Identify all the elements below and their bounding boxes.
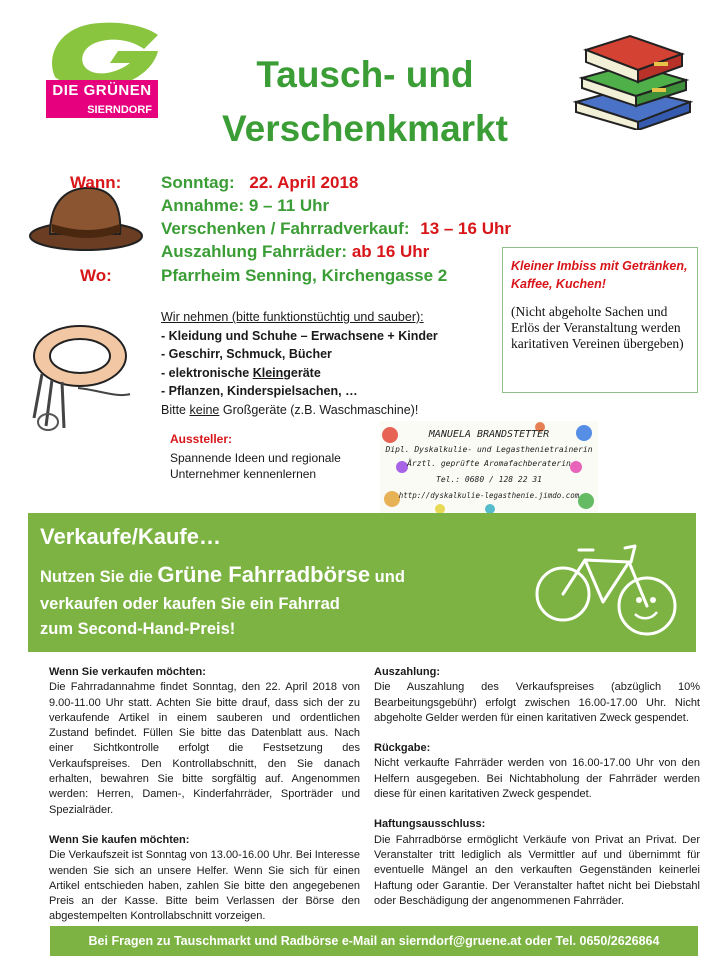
when-label: Wann: [70,173,122,192]
snack-note: (Nicht abgeholte Sachen und Erlös der Veranstaltung werden karitativen Vereinen übergeben) [511,304,684,351]
right-column [374,665,700,924]
accept-note: Bitte keine Großgeräte (z.B. Waschmaschine)! [161,402,419,417]
section-text-return: Nicht verkaufte Fahrräder werden von 16.00-17.00 Uhr von den Helfern ausgegeben. Bei Nichtabholung der Fahrräder werden diese für einen karitativen Zweck gespendet. [374,757,700,801]
accept-heading: Wir nehmen (bitte funktionstüchtig und sauber): [161,310,424,324]
business-card [380,421,598,513]
location: Pfarrheim Senning, Kirchengasse 2 [161,266,448,285]
auszahlung-label: Auszahlung Fahrräder: [161,242,348,261]
card-phone: Tel.: 0680 / 128 22 31 [436,475,542,484]
verschenken-label: Verschenken / Fahrradverkauf: [161,219,410,238]
banner-line-2: Nutzen Sie die Grüne Fahrradbörse und [40,562,405,587]
day-label: Sonntag: [161,173,235,192]
card-line-2: Ärztl. geprüfte Aromafachberaterin [407,459,571,468]
accept-item: - Geschirr, Schmuck, Bücher [161,347,332,361]
exhibitors-text: Spannende Ideen und regionale Unternehmer kennenlernen [170,451,341,481]
accept-item: - elektronische Kleingeräte [161,365,321,380]
auszahlung-time: ab 16 Uhr [351,242,430,261]
snack-box [502,247,698,393]
section-title-liability: Haftungsausschluss: [374,818,486,831]
event-date: 22. April 2018 [249,173,359,192]
banner-heading: Verkaufe/Kaufe… [40,524,221,549]
where-label: Wo: [80,266,112,285]
bicycle-icon [533,522,683,642]
section-text-buy: Die Verkaufszeit ist Sonntag von 13.00-16.00 Uhr. Bei Interesse wenden Sie sich an unsere Helfer. Wenn Sie sich für einen Artikel entschieden haben, zahlen Sie bitte den angegebenen Preis an der Kasse. Bitte beim Verlassen der Börse den abgestempelten Kontrollabschnitt vorzeigen. [49,849,360,923]
section-text-sell: Die Fahrradannahme findet Sonntag, den 22. April 2018 von 9.00-11.00 Uhr statt. Achten Sie bitte drauf, dass sich der zu verkaufende Artikel in einem sauberen und ordentlichen Zustand befindet. Füllen Sie bitte das Datenblatt aus. Nach einer Sichtkontrolle erfolgt die Festsetzung des Verkaufspreises. Den Kontrollabschnitt, den Sie danach erhalten, bewahren Sie bitte sorgfältig auf. Angenommen werden: Herren, Damen-, Kinderfahrräder, Sporträder und Spezialräder. [49,681,360,816]
left-column [49,665,360,940]
section-text-payout: Die Auszahlung des Verkaufspreises (abzüglich 10% Bearbeitungsgebühr) erfolgt zwischen 16.00-17.00 Uhr. Nicht abgeholte Gelder werden für einen karitativen Zweck gespendet. [374,681,700,724]
section-title-sell: Wenn Sie verkaufen möchten: [49,666,206,678]
accept-item: - Kleidung und Schuhe – Erwachsene + Kinder [161,328,438,343]
logo-text: DIE GRÜNEN [46,80,158,102]
verschenken-time: 13 – 16 Uhr [420,219,511,238]
section-text-liability: Die Fahrradbörse ermöglicht Verkäufe von Privat an Privat. Der Veranstalter tritt lediglich als Vermittler auf und übernimmt für eventuelle Mängel an den verkauften Gegenständen keinerlei Haftung oder Garantie. Der Veranstalter haftet nicht bei Diebstahl oder Beschädigung der angenommenen Fahrräder. [374,833,700,907]
exhibitors-title: Aussteller: [170,432,233,446]
info-date-line [161,173,358,193]
accept-list [161,308,461,419]
snack-title: Kleiner Imbiss mit Getränken, Kaffee, Kuchen! [511,259,688,291]
title-line-2: Verschenkmarkt [222,108,508,149]
verschenken-line [161,219,511,239]
mixer-illustration [18,318,136,436]
accept-item: - Pflanzen, Kinderspielsachen, … [161,384,358,398]
page-title [200,48,530,156]
card-line-1: Dipl. Dyskalkulie- und Legasthenietrainerin [385,445,593,454]
section-title-buy: Wenn Sie kaufen möchten: [49,833,190,846]
books-illustration [568,22,696,130]
banner-line-4: zum Second-Hand-Preis! [40,620,236,638]
contact-footer: Bei Fragen zu Tauschmarkt und Radbörse e-Mail an sierndorf@gruene.at oder Tel. 0650/2626864 [50,926,698,956]
annahme-line: Annahme: 9 – 11 Uhr [161,196,330,215]
card-name: MANUELA BRANDSTETTER [428,429,550,440]
banner-line-3: verkaufen oder kaufen Sie ein Fahrrad [40,595,340,613]
logo-subtext: SIERNDORF [46,102,158,118]
title-line-1: Tausch- und [256,54,474,95]
section-title-payout: Auszahlung: [374,666,440,678]
auszahlung-line [161,242,429,262]
section-title-return: Rückgabe: [374,742,431,755]
card-url: http://dyskalkulie-legasthenie.jimdo.com [398,491,580,500]
